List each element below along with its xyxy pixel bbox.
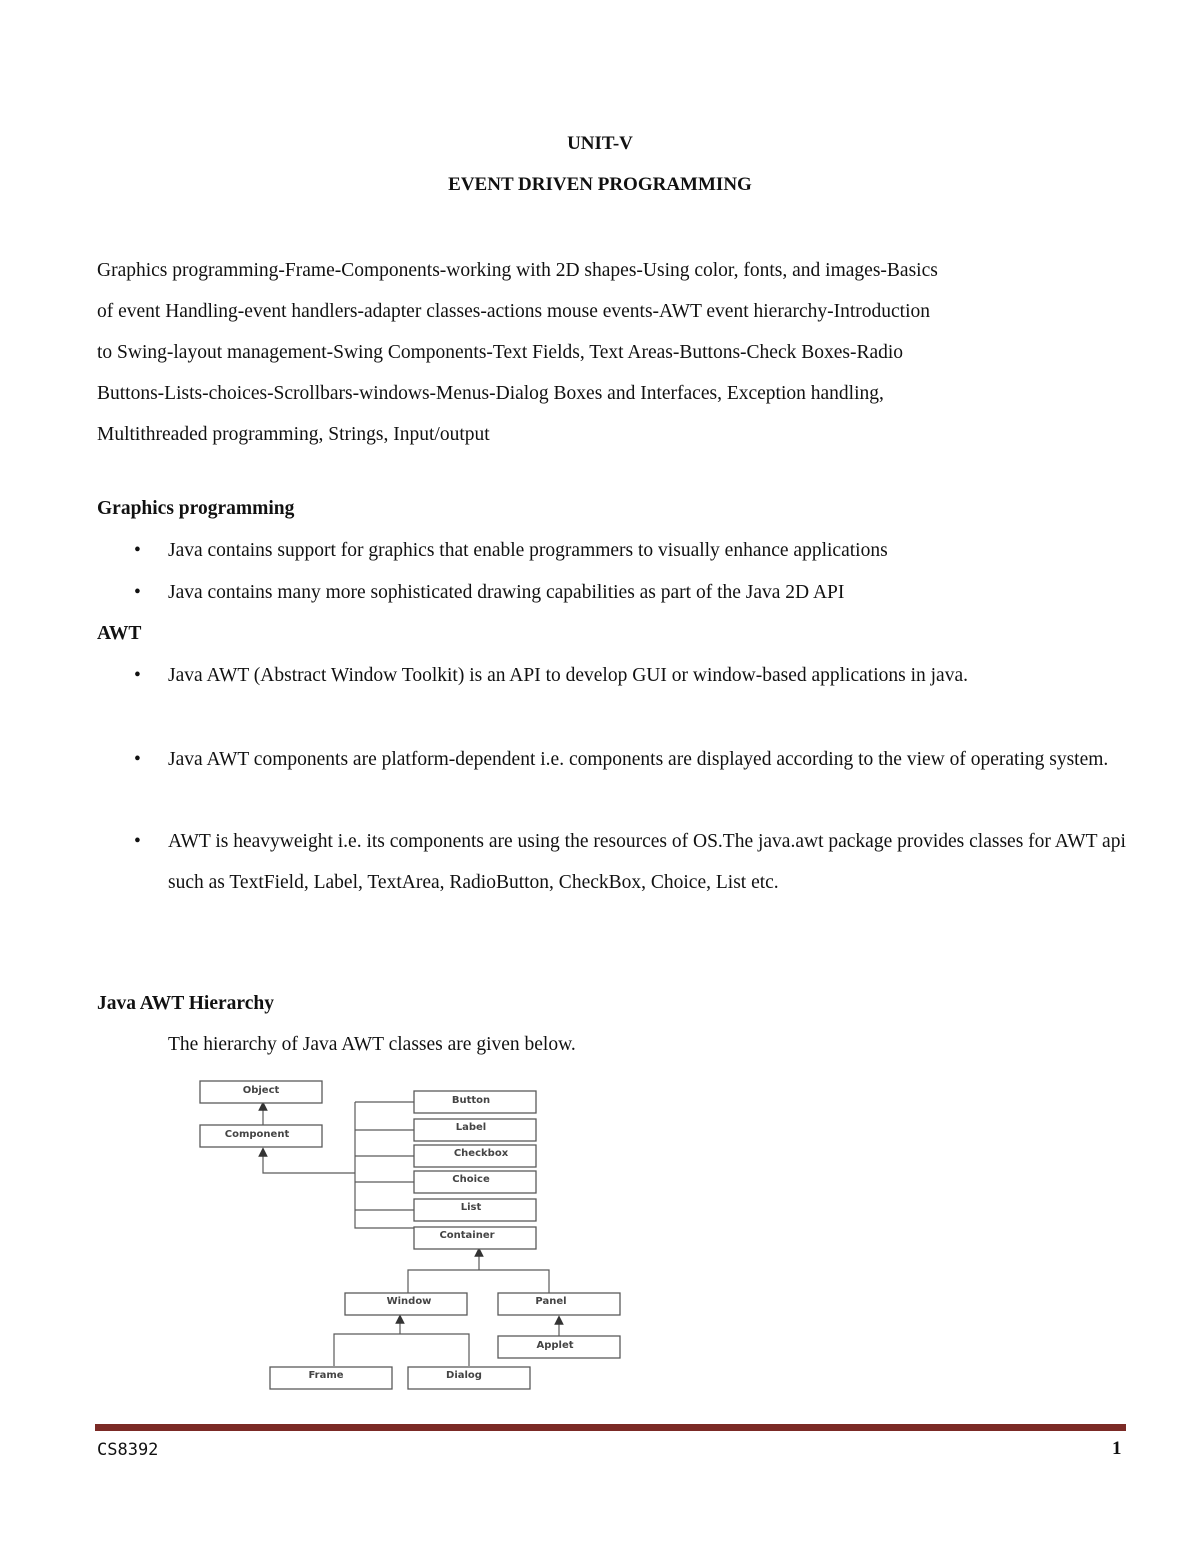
component-label: Component xyxy=(224,1129,290,1140)
choice-label: Choice xyxy=(452,1174,490,1185)
intro-line: Multithreaded programming, Strings, Input/output xyxy=(97,424,490,445)
intro-line: Graphics programming-Frame-Components-working with 2D shapes-Using color, fonts, and images-Basics xyxy=(97,260,938,281)
page-number: 1 xyxy=(1112,1438,1122,1459)
graphics-heading: Graphics programming xyxy=(97,498,295,519)
object-label: Object xyxy=(242,1085,280,1096)
intro-line: Buttons-Lists-choices-Scrollbars-windows-Menus-Dialog Boxes and Interfaces, Exception handling, xyxy=(97,383,884,404)
hierarchy-heading: Java AWT Hierarchy xyxy=(97,993,274,1014)
frame-label: Frame xyxy=(308,1370,344,1381)
footer-rule xyxy=(95,1424,1126,1431)
awt-bullet: AWT is heavyweight i.e. its components are using the resources of OS.The java.awt package provides classes for AWT api such as TextField, Label, TextArea, RadioButton, CheckBox, Choice, List etc. xyxy=(168,831,1126,893)
course-code: CS8392 xyxy=(97,1440,159,1460)
intro-line: of event Handling-event handlers-adapter classes-actions mouse events-AWT event hierarchy-Introduction xyxy=(97,301,931,322)
awt-heading: AWT xyxy=(97,623,142,644)
checkbox-label: Checkbox xyxy=(453,1148,509,1159)
graphics-bullet: Java contains support for graphics that enable programmers to visually enhance applications xyxy=(168,540,888,561)
connector-to-component xyxy=(263,1152,355,1173)
bullet-icon: • xyxy=(134,540,141,561)
bullet-icon: • xyxy=(134,749,141,770)
graphics-bullet: Java contains many more sophisticated drawing capabilities as part of the Java 2D API xyxy=(168,582,845,603)
applet-label: Applet xyxy=(536,1340,574,1351)
intro-line: to Swing-layout management-Swing Components-Text Fields, Text Areas-Buttons-Check Boxes-Radio xyxy=(97,342,904,363)
hierarchy-description: The hierarchy of Java AWT classes are given below. xyxy=(168,1034,576,1055)
connector-trunk xyxy=(355,1102,414,1228)
awt-hierarchy-diagram xyxy=(190,1072,640,1402)
button-label: Button xyxy=(451,1095,491,1106)
container-label: Container xyxy=(439,1230,495,1241)
awt-bullet: Java AWT (Abstract Window Toolkit) is an API to develop GUI or window-based applications in java. xyxy=(168,665,968,686)
page-title: EVENT DRIVEN PROGRAMMING xyxy=(448,174,752,195)
label-label: Label xyxy=(455,1122,487,1133)
window-label: Window xyxy=(386,1296,432,1307)
dialog-label: Dialog xyxy=(446,1370,482,1381)
connector-frame-dialog xyxy=(334,1334,469,1366)
list-label: List xyxy=(460,1202,482,1213)
connector-window-panel xyxy=(408,1270,549,1294)
intro-paragraph xyxy=(97,250,1127,455)
unit-label: UNIT-V xyxy=(567,133,633,154)
bullet-icon: • xyxy=(134,665,141,686)
bullet-icon: • xyxy=(134,582,141,603)
bullet-icon: • xyxy=(134,831,141,852)
panel-label: Panel xyxy=(535,1296,567,1307)
awt-bullet: Java AWT components are platform-dependent i.e. components are displayed according to the view of operating system. xyxy=(168,749,1109,770)
